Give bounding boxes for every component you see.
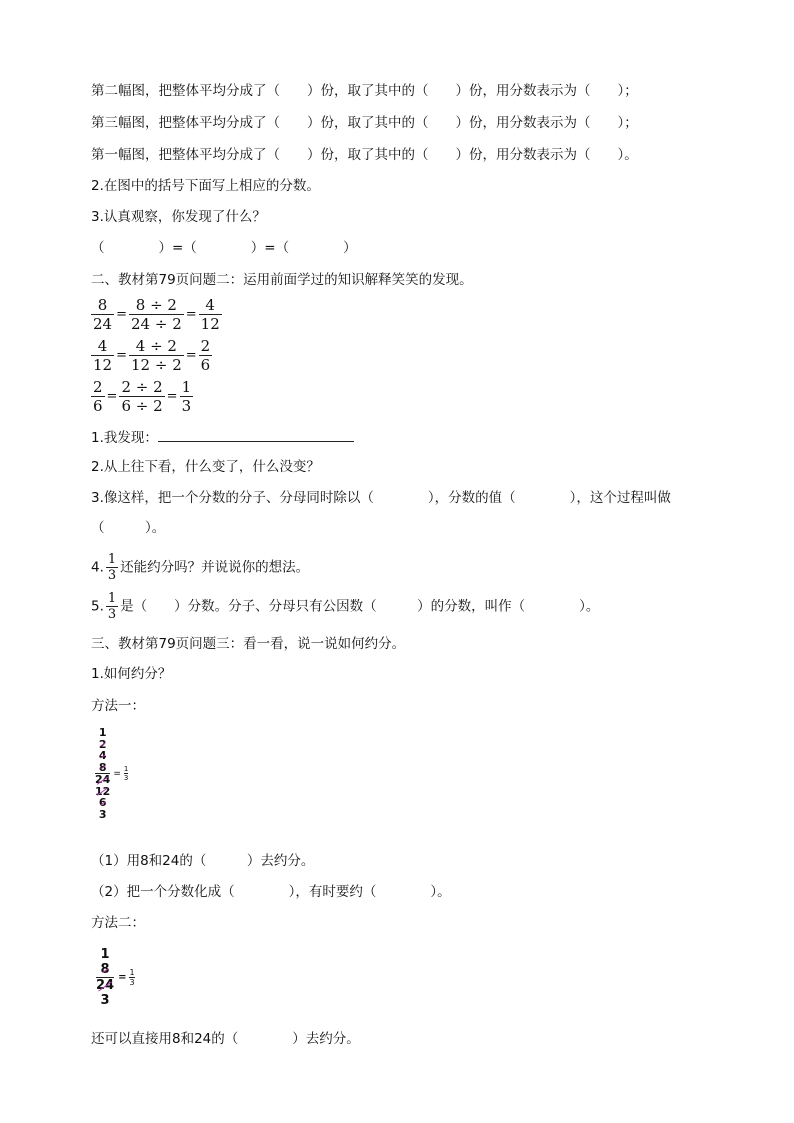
method-1-reduction: 1 2 4 8 24 12 6 3 = $\frac{1}{3}$ [95, 726, 129, 821]
question-3-1: 1.如何约分？ [91, 666, 172, 682]
answer-blank[interactable] [158, 427, 354, 442]
line-second-figure: 第二幅图，把整体平均分成了（ ）份，取了其中的（ ）份，用分数表示为（ ）； [91, 83, 638, 99]
equation-row-3: $\frac{2}{6}$ = $\frac{2 \div 2}{6 \div 2}$ = $\frac{1}{3}$ [93, 378, 192, 415]
question-3-1-2: （2）把一个分数化成（ ），有时要约（ ）。 [91, 884, 451, 900]
question-2-3-cont: （ ）。 [91, 520, 166, 536]
fraction: $\frac{4 \div 2}{12 \div 2}$ [131, 337, 182, 374]
fraction: $\frac{8}{24}$ [93, 296, 113, 333]
question-2-5: 5. $\frac{1}{3}$ 是（ ）分数。分子、分母只有公因数（ ）的分数，叫作（ ）。 [91, 591, 600, 622]
fraction: $\frac{2 \div 2}{6 \div 2}$ [121, 378, 163, 415]
question-3: 3.认真观察，你发现了什么？ [91, 209, 266, 225]
question-2-3: 3.像这样，把一个分数的分子、分母同时除以（ ），分数的值（ ），这个过程叫做 [91, 490, 671, 506]
method-2-reduction: 1 8 24 3 = $\frac{1}{3}$ [96, 947, 135, 1008]
section-2-heading: 二、教材第79页问题二：运用前面学过的知识解释笑笑的发现。 [91, 272, 473, 288]
fraction: $\frac{4}{12}$ [200, 296, 220, 333]
blank-equation-line: （ ）=（ ）=（ ） [91, 240, 357, 256]
fraction: $\frac{1}{3}$ [107, 552, 117, 583]
line-third-figure: 第三幅图，把整体平均分成了（ ）份，取了其中的（ ）份，用分数表示为（ ）； [91, 115, 638, 131]
fraction: $\frac{1}{3}$ [107, 591, 117, 622]
method-2-label: 方法二： [91, 915, 145, 931]
fraction: $\frac{1}{3}$ [123, 765, 129, 782]
fraction: $\frac{1}{3}$ [181, 378, 192, 415]
equation-row-1: $\frac{8}{24}$ = $\frac{8 \div 2}{24 \div 2}$ = $\frac{4}{12}$ [93, 296, 220, 333]
section-3-heading: 三、教材第79页问题三：看一看，说一说如何约分。 [91, 636, 406, 652]
question-2-1: 1.我发现： [91, 427, 354, 447]
question-3-1-1: （1）用8和24的（ ）去约分。 [91, 853, 315, 869]
line-first-figure: 第一幅图，把整体平均分成了（ ）份，取了其中的（ ）份，用分数表示为（ ）。 [91, 147, 638, 163]
question-2-4: 4. $\frac{1}{3}$ 还能约分吗？并说说你的想法。 [91, 552, 310, 583]
fraction: $\frac{1}{3}$ [129, 968, 135, 987]
fraction: $\frac{4}{12}$ [93, 337, 113, 374]
question-3-final: 还可以直接用8和24的（ ）去约分。 [91, 1031, 360, 1047]
fraction: $\frac{2}{6}$ [93, 378, 103, 415]
method-1-label: 方法一： [91, 698, 145, 714]
question-2-2: 2.从上往下看，什么变了，什么没变？ [91, 459, 320, 475]
equation-row-2: $\frac{4}{12}$ = $\frac{4 \div 2}{12 \div 2}$ = $\frac{2}{6}$ [93, 337, 211, 374]
question-2: 2.在图中的括号下面写上相应的分数。 [91, 178, 320, 194]
fraction: $\frac{8 \div 2}{24 \div 2}$ [131, 296, 182, 333]
fraction: $\frac{2}{6}$ [200, 337, 211, 374]
